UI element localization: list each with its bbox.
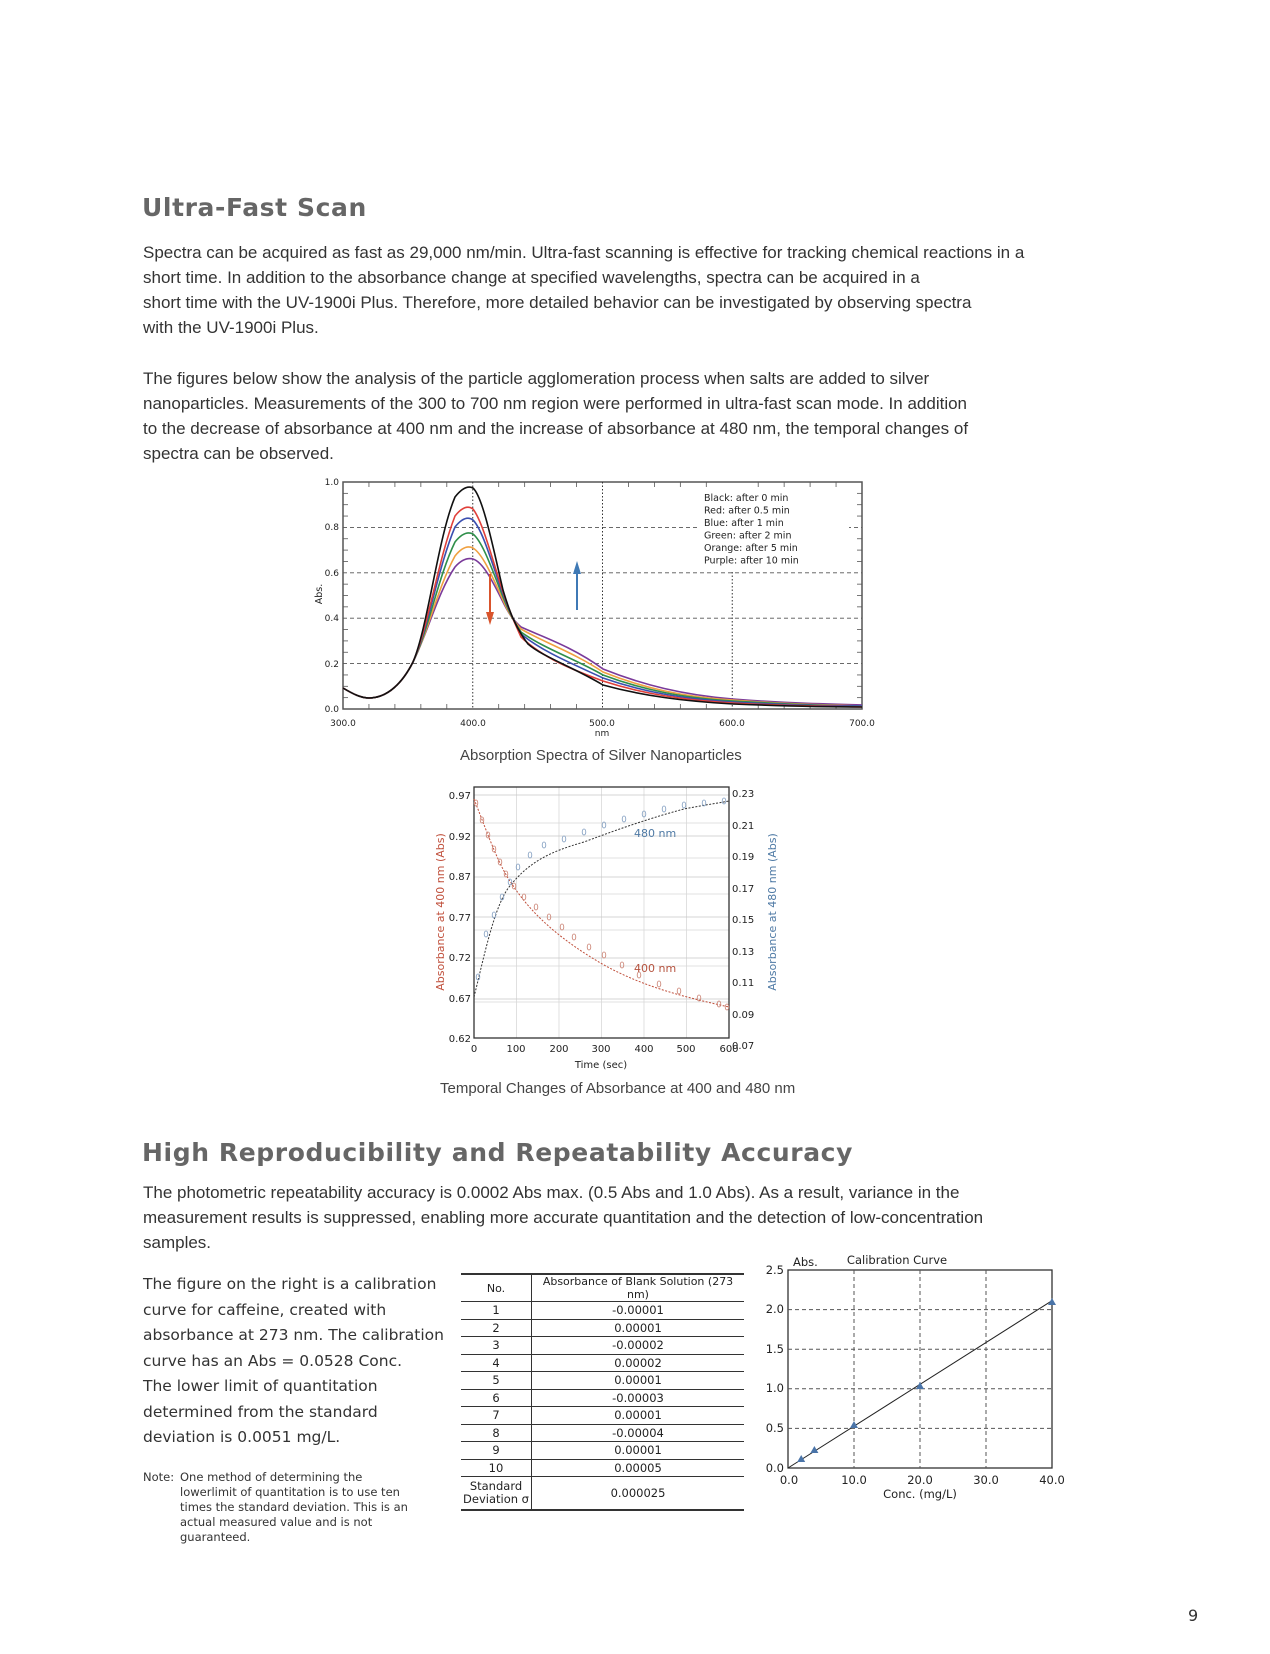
text-line: absorbance at 273 nm. The calibration — [143, 1326, 444, 1344]
cell-value: 0.00001 — [532, 1442, 745, 1460]
absorption-spectra-chart — [300, 470, 880, 750]
svg-text:0.0: 0.0 — [324, 705, 339, 715]
svg-text:700.0: 700.0 — [849, 719, 875, 729]
table-row — [461, 1337, 744, 1355]
text-line: curve for caffeine, created with — [143, 1300, 387, 1319]
svg-text:0.17: 0.17 — [732, 884, 755, 895]
svg-text:0.2: 0.2 — [324, 660, 339, 670]
text-line: with the UV-1900i Plus. — [143, 318, 319, 337]
text-line: guaranteed. — [180, 1530, 251, 1544]
svg-text:1.0: 1.0 — [324, 478, 339, 488]
table-row — [461, 1407, 744, 1425]
table-row — [461, 1302, 744, 1320]
table-row — [461, 1389, 744, 1407]
cell-no: 8 — [461, 1424, 532, 1442]
cell-no: 3 — [461, 1337, 532, 1355]
standard-deviation-row — [461, 1477, 744, 1511]
calibration-curve-chart — [755, 1250, 1085, 1520]
cell-value: -0.00001 — [532, 1302, 745, 1320]
note-label: Note: — [143, 1470, 175, 1484]
cell-no: 4 — [461, 1354, 532, 1372]
svg-text:0.8: 0.8 — [324, 523, 339, 533]
svg-text:600.0: 600.0 — [719, 719, 745, 729]
svg-text:0.21: 0.21 — [732, 821, 755, 832]
svg-text:0.67: 0.67 — [448, 994, 471, 1005]
text-line: actual measured value and is not — [180, 1515, 373, 1529]
text-line: measurement results is suppressed, enabling more accurate quantitation and the detection of low-concentration — [143, 1208, 984, 1227]
svg-text:500.0: 500.0 — [589, 719, 615, 729]
svg-text:0.15: 0.15 — [732, 915, 755, 926]
cell-no: 5 — [461, 1372, 532, 1390]
svg-text:0.72: 0.72 — [448, 953, 471, 964]
svg-text:0.92: 0.92 — [448, 832, 471, 843]
text-line: One method of determining the — [180, 1470, 363, 1484]
right-axis-label: Absorbance at 480 nm (Abs) — [766, 833, 779, 991]
svg-text:Blue: after 1 min: Blue: after 1 min — [704, 518, 784, 529]
cell-value: -0.00004 — [532, 1424, 745, 1442]
section-title-reproducibility: High Reproducibility and Repeatability Accuracy — [142, 1138, 853, 1167]
text-line: nanoparticles. Measurements of the 300 to 700 nm region were performed in ultra-fast scan mode. In addition — [143, 394, 968, 413]
text-line: samples. — [143, 1233, 212, 1252]
table-row — [461, 1442, 744, 1460]
text-line: Spectra can be acquired as fast as 29,000 nm/min. Ultra-fast scanning is effective for tracking chemical reactions in a — [143, 243, 1025, 262]
svg-text:20.0: 20.0 — [907, 1473, 933, 1487]
y-axis-label: Abs. — [314, 583, 325, 605]
svg-text:0.62: 0.62 — [448, 1034, 471, 1045]
svg-text:100: 100 — [506, 1044, 526, 1055]
svg-text:300: 300 — [591, 1044, 611, 1055]
cell-value: 0.00001 — [532, 1319, 745, 1337]
x-axis-label: Conc. (mg/L) — [883, 1487, 957, 1501]
table-row — [461, 1319, 744, 1337]
text-line: The photometric repeatability accuracy is 0.0002 Abs max. (0.5 Abs and 1.0 Abs). As a result, variance in the — [143, 1183, 960, 1202]
text-line: short time with the UV-1900i Plus. Therefore, more detailed behavior can be investigated by observing spectra — [143, 293, 972, 312]
text-line: The figure on the right is a calibration — [143, 1275, 437, 1293]
svg-text:0.11: 0.11 — [732, 978, 755, 989]
svg-text:0.09: 0.09 — [732, 1010, 755, 1021]
sd-value: 0.000025 — [532, 1477, 745, 1511]
svg-text:0.97: 0.97 — [448, 791, 471, 802]
label-400nm: 400 nm — [634, 962, 677, 975]
svg-text:1.0: 1.0 — [765, 1381, 784, 1395]
figure-1-caption: Absorption Spectra of Silver Nanoparticles — [460, 747, 742, 764]
left-axis-label: Absorbance at 400 nm (Abs) — [434, 833, 447, 991]
text-line: to the decrease of absorbance at 400 nm and the increase of absorbance at 480 nm, the temporal changes of — [143, 419, 969, 438]
cell-value: 0.00002 — [532, 1354, 745, 1372]
sd-label: Standard Deviation σ — [461, 1477, 532, 1511]
svg-text:Purple: after 10 min: Purple: after 10 min — [704, 555, 799, 567]
ultra-fast-paragraph-1 — [143, 240, 1143, 340]
calibration-title: Calibration Curve — [846, 1253, 948, 1267]
footnote — [143, 1470, 443, 1545]
svg-text:0.0: 0.0 — [779, 1473, 799, 1487]
text-line: deviation is 0.0051 mg/L. — [143, 1428, 341, 1446]
svg-text:600: 600 — [719, 1044, 739, 1055]
svg-text:2.0: 2.0 — [765, 1302, 784, 1316]
text-line: short time. In addition to the absorbance change at specified wavelengths, spectra can be acquired in a — [143, 268, 920, 287]
cell-value: -0.00003 — [532, 1389, 745, 1407]
figure-2-caption: Temporal Changes of Absorbance at 400 and 480 nm — [440, 1080, 796, 1097]
text-line: curve has an Abs = 0.0528 Conc. — [143, 1351, 403, 1370]
cell-no: 1 — [461, 1302, 532, 1320]
page-number: 9 — [1188, 1606, 1199, 1625]
svg-text:0.87: 0.87 — [448, 872, 471, 883]
cell-no: 2 — [461, 1319, 532, 1337]
y-axis-label: Abs. — [793, 1255, 818, 1269]
svg-text:0.6: 0.6 — [324, 569, 339, 579]
table-header-row — [461, 1274, 744, 1302]
svg-text:500: 500 — [676, 1044, 696, 1055]
cell-value: 0.00005 — [532, 1459, 745, 1477]
svg-text:Black: after 0 min: Black: after 0 min — [704, 493, 789, 504]
table-row — [461, 1372, 744, 1390]
svg-text:2.5: 2.5 — [765, 1263, 784, 1277]
svg-text:200: 200 — [549, 1044, 569, 1055]
label-480nm: 480 nm — [634, 827, 677, 840]
svg-text:0.19: 0.19 — [732, 852, 755, 863]
header-no: No. — [461, 1274, 532, 1302]
svg-text:0.0: 0.0 — [765, 1461, 784, 1475]
cell-no: 7 — [461, 1407, 532, 1425]
table-row — [461, 1354, 744, 1372]
svg-text:0: 0 — [470, 1044, 478, 1055]
text-line: times the standard deviation. This is an — [180, 1500, 408, 1514]
svg-text:400: 400 — [634, 1044, 654, 1055]
header-absorbance: Absorbance of Blank Solution (273 nm) — [532, 1274, 745, 1302]
svg-text:300.0: 300.0 — [330, 719, 356, 729]
text-line: determined from the standard — [143, 1402, 378, 1421]
svg-text:0.5: 0.5 — [765, 1421, 784, 1435]
svg-text:0.13: 0.13 — [732, 947, 755, 958]
cell-no: 10 — [461, 1459, 532, 1477]
blank-solution-table — [461, 1273, 744, 1511]
svg-text:40.0: 40.0 — [1039, 1473, 1065, 1487]
svg-text:0.07: 0.07 — [732, 1041, 755, 1052]
svg-text:10.0: 10.0 — [841, 1473, 867, 1487]
reproducibility-intro — [143, 1180, 1143, 1255]
cell-value: -0.00002 — [532, 1337, 745, 1355]
cell-no: 6 — [461, 1389, 532, 1407]
svg-text:Green: after 2 min: Green: after 2 min — [704, 530, 792, 542]
svg-text:0.23: 0.23 — [732, 789, 755, 800]
text-line: lowerlimit of quantitation is to use ten — [180, 1485, 400, 1499]
cell-value: 0.00001 — [532, 1372, 745, 1390]
x-axis-label: Time (sec) — [574, 1060, 628, 1071]
text-line: The lower limit of quantitation — [143, 1377, 378, 1395]
calibration-description — [143, 1272, 463, 1451]
section-title-ultra-fast-scan: Ultra-Fast Scan — [142, 193, 367, 222]
cell-value: 0.00001 — [532, 1407, 745, 1425]
temporal-changes-chart — [430, 780, 800, 1080]
table-row — [461, 1459, 744, 1477]
svg-text:1.5: 1.5 — [765, 1342, 784, 1356]
svg-text:Red: after 0.5 min: Red: after 0.5 min — [704, 505, 790, 517]
ultra-fast-paragraph-2 — [143, 366, 1143, 466]
svg-text:400.0: 400.0 — [460, 719, 486, 729]
text-line: The figures below show the analysis of the particle agglomeration process when salts are added to silver — [143, 369, 930, 388]
svg-text:Orange: after 5 min: Orange: after 5 min — [704, 543, 798, 554]
svg-text:30.0: 30.0 — [973, 1473, 999, 1487]
table-row — [461, 1424, 744, 1442]
svg-text:0.77: 0.77 — [448, 913, 471, 924]
svg-text:0.4: 0.4 — [324, 614, 339, 624]
cell-no: 9 — [461, 1442, 532, 1460]
text-line: spectra can be observed. — [143, 444, 334, 463]
x-axis-label: nm — [594, 729, 610, 739]
